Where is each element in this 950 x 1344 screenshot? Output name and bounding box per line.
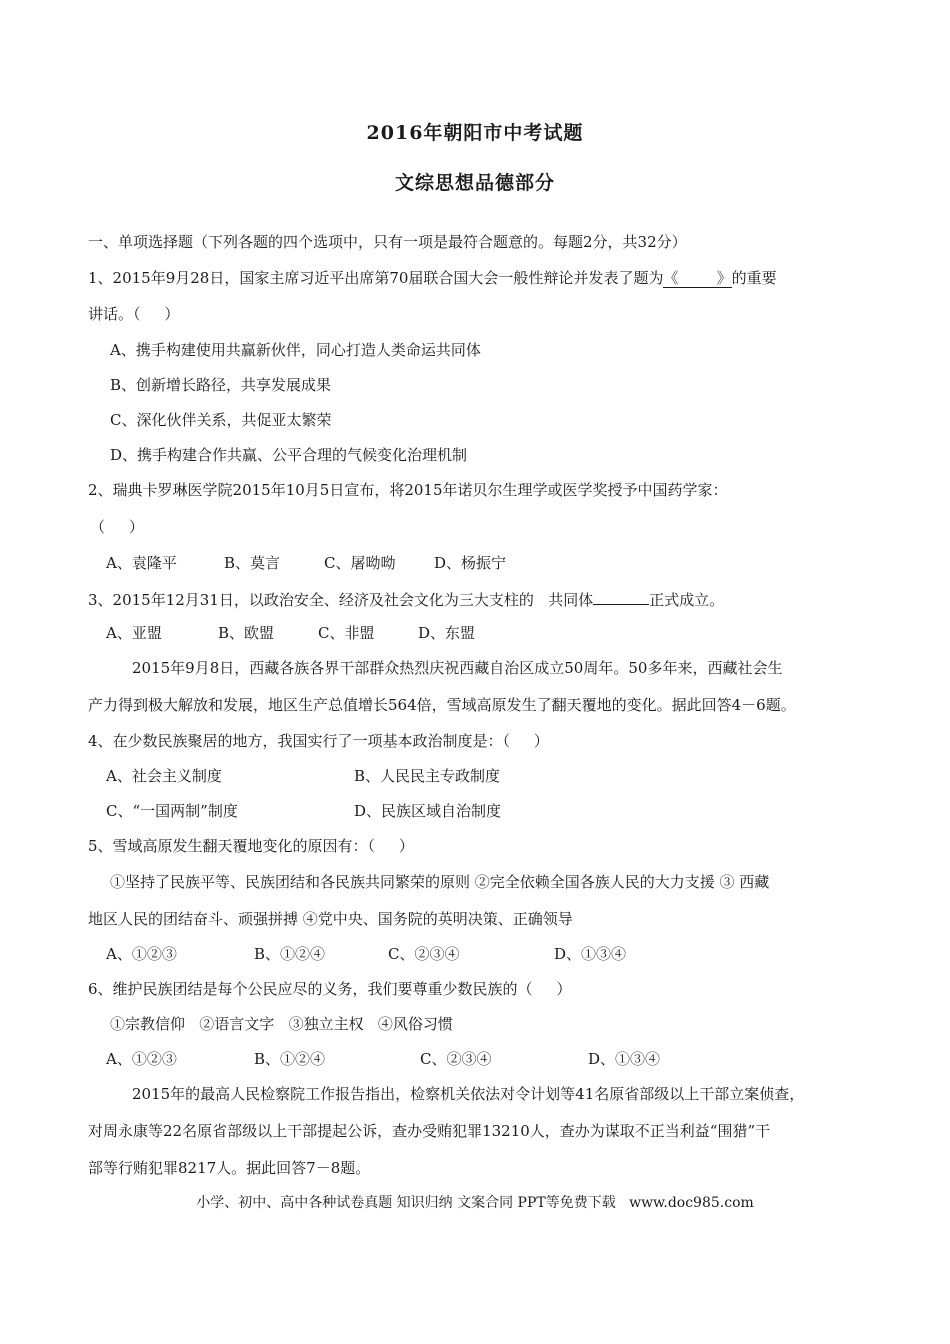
question-5-stem: 5、雪域高原发生翻天覆地变化的原因有：（ ） (88, 837, 414, 855)
question-5-option-b: B、①②④ (254, 945, 326, 963)
question-2-stem-cont: （ ） (90, 518, 144, 536)
question-5-option-a: A、①②③ (106, 945, 177, 963)
question-3-option-a: A、亚盟 (106, 624, 162, 642)
question-5-options (106, 944, 896, 964)
question-3-stem-a: 3、2015年12月31日，以政治安全、经济及社会文化为三大支柱的 共同体 (88, 591, 594, 609)
question-1-stem (88, 268, 878, 288)
material-2-line-1: 2015年的最高人民检察院工作报告指出，检察机关依法对令计划等41名原省部级以上干部立案侦查， (132, 1085, 805, 1103)
question-1-stem-b: 的重要 (731, 269, 777, 287)
question-6-option-b: B、①②④ (254, 1050, 326, 1068)
question-3-option-b: B、欧盟 (218, 624, 275, 642)
question-1-option-c: C、深化伙伴关系，共促亚太繁荣 (110, 411, 332, 429)
question-6-option-d: D、①③④ (588, 1050, 661, 1068)
question-4-stem: 4、在少数民族聚居的地方，我国实行了一项基本政治制度是：（ ） (88, 732, 549, 750)
question-5-statement-1: ①坚持了民族平等、民族团结和各民族共同繁荣的原则 ②完全依赖全国各族人民的大力支援 ③ 西藏 (110, 873, 770, 891)
question-1-blank: 《 》 (663, 269, 732, 287)
question-4-option-a: A、社会主义制度 (106, 767, 222, 785)
question-4-options-row-1 (106, 766, 896, 786)
question-2-option-a: A、袁隆平 (106, 554, 177, 572)
question-4-option-b: B、人民民主专政制度 (354, 767, 501, 785)
material-2-line-2: 对周永康等22名原省部级以上干部提起公诉，查办受贿犯罪13210人，查办为谋取不正当利益“围猎”干 (88, 1122, 771, 1140)
question-2-stem: 2、瑞典卡罗琳医学院2015年10月5日宣布，将2015年诺贝尔生理学或医学奖授予中国药学家： (88, 481, 728, 499)
question-3-stem-b: 正式成立。 (649, 591, 725, 609)
question-5-option-d: D、①③④ (554, 945, 627, 963)
question-4-options-row-2 (106, 801, 896, 821)
material-2-line-3: 部等行贿犯罪8217人。据此回答7－8题。 (88, 1159, 371, 1177)
question-6-statement: ①宗教信仰 ②语言文字 ③独立主权 ④风俗习惯 (110, 1015, 453, 1033)
question-1-stem-cont: 讲话。（ ） (88, 305, 180, 323)
material-1-line-1: 2015年9月8日，西藏各族各界干部群众热烈庆祝西藏自治区成立50周年。50多年来，西藏社会生 (132, 659, 783, 677)
question-6-option-a: A、①②③ (106, 1050, 177, 1068)
exam-subtitle: 文综思想品德部分 (394, 172, 555, 194)
question-2-option-b: B、莫言 (224, 554, 281, 572)
section-heading: 一、单项选择题（下列各题的四个选项中，只有一项是最符合题意的。每题2分，共32分） (88, 233, 687, 251)
question-1-option-d: D、携手构建合作共赢、公平合理的气候变化治理机制 (110, 446, 468, 464)
question-1-stem-a: 1、2015年9月28日，国家主席习近平出席第70届联合国大会一般性辩论并发表了题为 (88, 269, 664, 287)
question-1-option-a: A、携手构建使用共赢新伙伴，同心打造人类命运共同体 (110, 341, 481, 359)
question-3-option-c: C、非盟 (318, 624, 375, 642)
question-6-options (106, 1049, 896, 1069)
question-3-options (106, 623, 896, 643)
question-3-option-d: D、东盟 (418, 624, 476, 642)
question-5-statement-2: 地区人民的团结奋斗、顽强拼搏 ④党中央、国务院的英明决策、正确领导 (88, 910, 573, 928)
question-5-option-c: C、②③④ (388, 945, 460, 963)
question-2-option-d: D、杨振宁 (434, 554, 507, 572)
question-6-stem: 6、维护民族团结是每个公民应尽的义务，我们要尊重少数民族的（ ） (88, 980, 572, 998)
question-4-option-d: D、民族区域自治制度 (354, 802, 502, 820)
question-3-stem (88, 588, 878, 610)
question-4-option-c: C、“一国两制”制度 (106, 802, 238, 820)
material-1-line-2: 产力得到极大解放和发展，地区生产总值增长564倍，雪域高原发生了翻天覆地的变化。据此回答4－6题。 (88, 696, 796, 714)
question-2-option-c: C、屠呦呦 (324, 554, 396, 572)
page-footer: 小学、初中、高中各种试卷真题 知识归纳 文案合同 PPT等免费下载 www.doc985.com (196, 1195, 754, 1211)
exam-title: 2016年朝阳市中考试题 (366, 122, 584, 144)
question-2-options (106, 553, 896, 573)
question-3-blank (593, 588, 649, 605)
question-6-option-c: C、②③④ (420, 1050, 492, 1068)
question-1-option-b: B、创新增长路径，共享发展成果 (110, 376, 332, 394)
